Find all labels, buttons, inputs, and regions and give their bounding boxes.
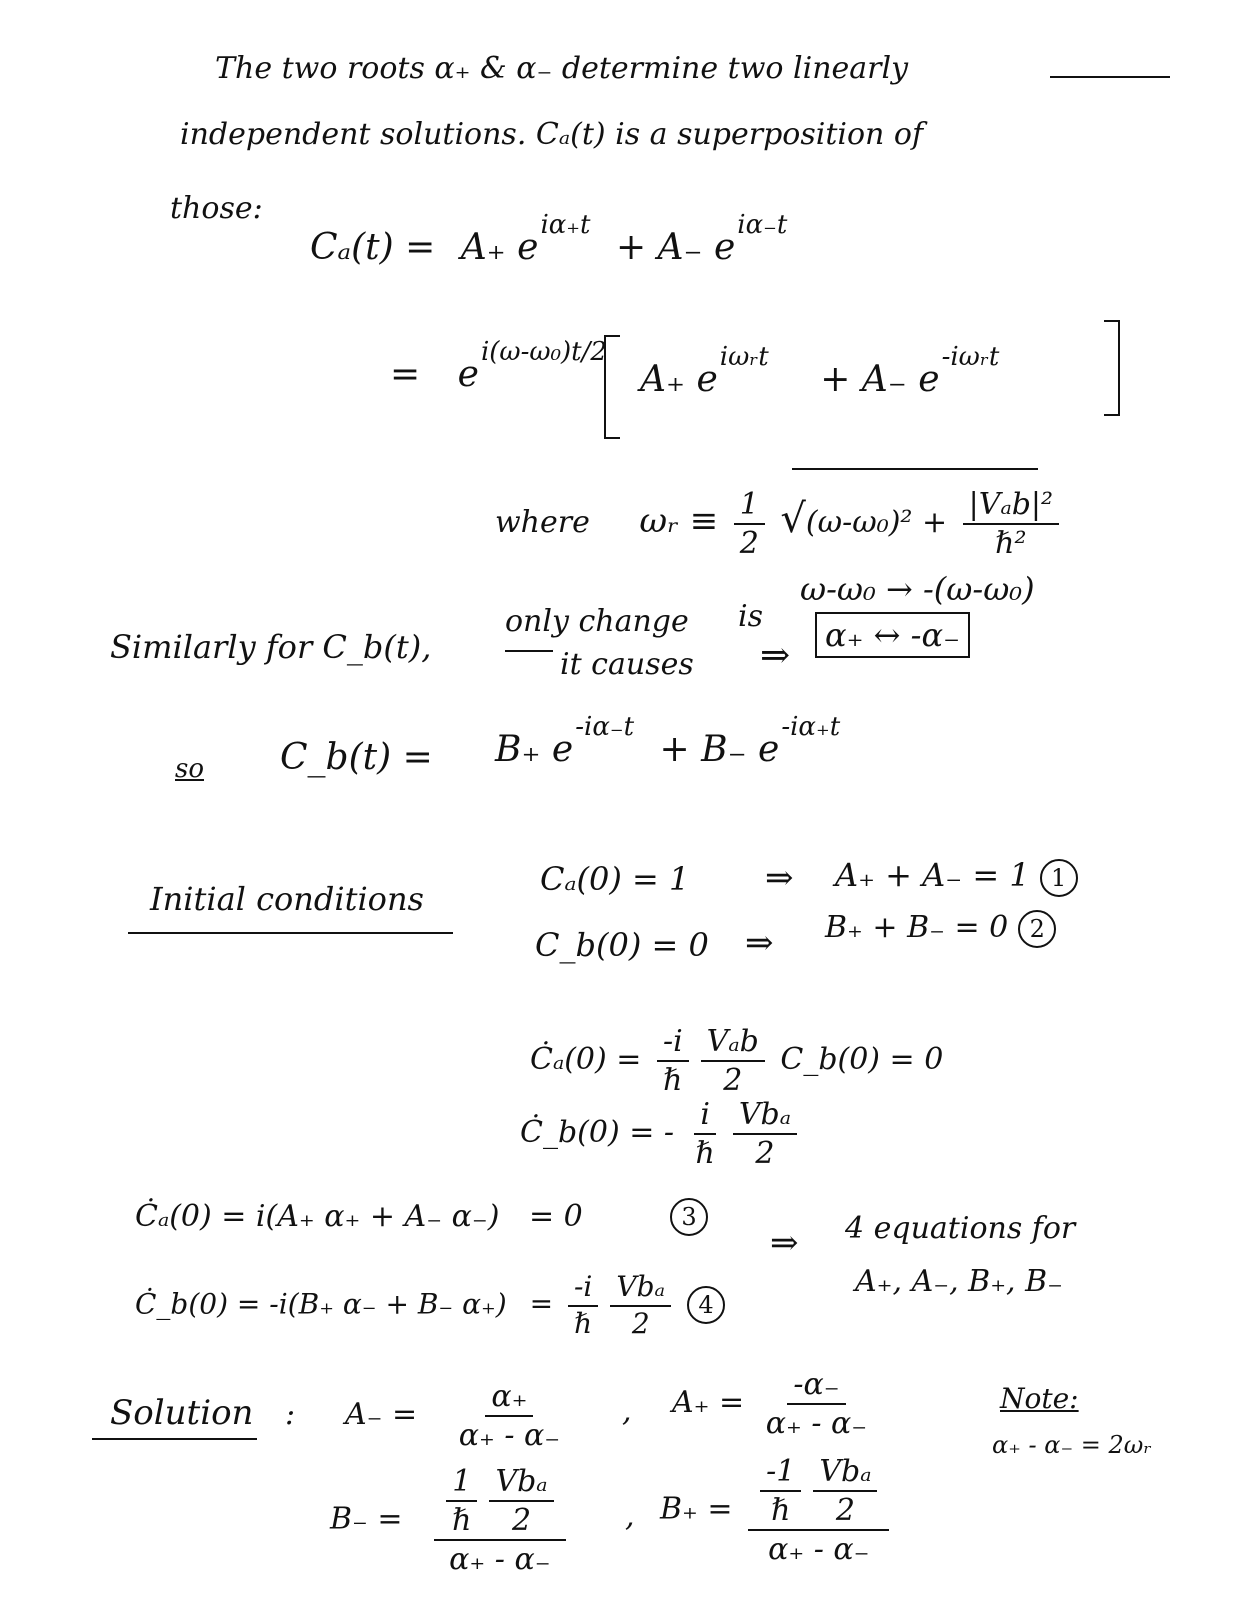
deriv1-num: -i <box>657 1025 689 1062</box>
eq-ca-lhs: Cₐ(t) = <box>310 227 436 268</box>
cb-term2: + B₋ e <box>659 729 780 770</box>
ap-den: α₊ - α₋ <box>765 1406 868 1441</box>
eq-number-4: 4 <box>687 1286 725 1324</box>
cb-exp2: -iα₊t <box>781 712 841 742</box>
deriv1-lhs: Ċₐ(0) = <box>530 1042 642 1077</box>
intro-underline <box>1050 76 1170 78</box>
deriv2-lhs: Ċ_b(0) = - <box>520 1115 674 1150</box>
rad-fraction <box>963 488 1059 560</box>
boxed-swap <box>815 618 970 653</box>
cond1-lhs: Cₐ(0) = 1 <box>540 860 690 898</box>
half-fraction <box>734 488 765 560</box>
cb-term1: B₊ e <box>495 729 574 770</box>
cb-lhs: C_b(t) = <box>280 737 433 778</box>
am-eq <box>345 1380 572 1452</box>
eq3-lhs: Ċₐ(0) = i(A₊ α₊ + A₋ α₋) <box>135 1199 500 1234</box>
deriv2-den2: 2 <box>755 1136 775 1171</box>
eq-ca-term2: + A₋ e <box>615 227 736 268</box>
am-den: α₊ - α₋ <box>458 1418 561 1453</box>
eq2-exp-pre-text: i(ω-ω₀)t <box>480 337 582 367</box>
eq2-exp2: -iωᵣt <box>941 342 1000 372</box>
causes-implies-icon: ⇒ <box>760 635 791 676</box>
deriv1-rhs: C_b(0) = 0 <box>780 1042 944 1077</box>
it-causes-text: it causes <box>560 647 694 682</box>
right-bracket <box>1104 320 1120 416</box>
initial-underline <box>128 932 453 934</box>
so-label: so <box>175 754 204 784</box>
cond2-lhs: C_b(0) = 0 <box>535 926 709 964</box>
solution-colon: : <box>285 1397 296 1432</box>
bm-num-frac1 <box>446 1465 477 1537</box>
half-den: 2 <box>739 526 759 561</box>
bm-lhs: B₋ = <box>330 1501 403 1537</box>
bp-eq <box>660 1455 895 1566</box>
bm-num <box>434 1465 565 1541</box>
solution-underline <box>92 1438 257 1440</box>
cond2-implies-icon: ⇒ <box>745 923 774 963</box>
deriv2-num: i <box>694 1098 716 1135</box>
where-label: where <box>495 505 590 540</box>
initial-conditions-label: Initial conditions <box>150 880 424 918</box>
eq-ca-exp1: iα₊t <box>540 210 591 240</box>
intro-line-1: The two roots α₊ & α₋ determine two linearly <box>215 51 909 86</box>
eq4 <box>135 1272 725 1340</box>
cond1-rhs-text: A₊ + A₋ = 1 <box>835 856 1030 894</box>
where-line <box>495 488 1065 560</box>
bm-eq <box>330 1465 572 1576</box>
eq4-lhs: Ċ_b(0) = -i(B₊ α₋ + B₋ α₊) <box>135 1287 507 1321</box>
bm-n2: Vbₐ <box>489 1465 553 1502</box>
bm-den: α₊ - α₋ <box>449 1542 551 1577</box>
sqrt-overline <box>792 468 1038 470</box>
eq4-frac1 <box>568 1272 598 1340</box>
bp-n2: Vbₐ <box>813 1455 877 1492</box>
eq3-number-wrap <box>660 1198 708 1236</box>
eq-number-1: 1 <box>1040 859 1078 897</box>
bp-num-frac2 <box>813 1455 877 1527</box>
am-comma: , <box>622 1394 632 1429</box>
ap-frac <box>760 1368 873 1440</box>
deriv2 <box>520 1098 803 1170</box>
bm-d1: ℏ <box>452 1503 472 1538</box>
only-underline <box>505 650 553 652</box>
eq4-frac2 <box>610 1272 671 1340</box>
eq2-equals: = <box>390 354 421 395</box>
only-change-text: only change <box>505 604 689 639</box>
bm-comma: , <box>625 1499 635 1534</box>
am-lhs: A₋ = <box>345 1397 418 1432</box>
eq2-term1: A₊ e <box>640 359 718 400</box>
deriv1 <box>530 1025 943 1097</box>
eq4-den1: ℏ <box>574 1306 593 1340</box>
half-num: 1 <box>734 488 765 525</box>
bp-num <box>748 1455 889 1531</box>
eq3-rhs: = 0 <box>528 1199 583 1234</box>
bp-n1: -1 <box>760 1455 801 1492</box>
deriv2-frac2 <box>733 1098 797 1170</box>
bp-num-frac1 <box>760 1455 801 1527</box>
deriv2-frac1 <box>690 1098 721 1170</box>
deriv1-frac1 <box>657 1025 689 1097</box>
intro-line-2: independent solutions. Cₐ(t) is a superposition of <box>180 117 924 152</box>
eq2-term2: + A₋ e <box>820 359 940 400</box>
cond2-rhs-text: B₊ + B₋ = 0 <box>825 910 1009 945</box>
eq-ca-term1: A₊ e <box>460 227 539 268</box>
deriv2-den: ℏ <box>695 1136 715 1171</box>
bp-d1: ℏ <box>771 1493 791 1528</box>
eq2-exp-pre: i(ω-ω₀)t/2 <box>480 337 607 367</box>
bp-den: α₊ - α₋ <box>768 1532 870 1567</box>
bm-frac <box>434 1465 565 1576</box>
boxed-swap-text: α₊ ↔ -α₋ <box>815 612 970 658</box>
note-label: Note: <box>1000 1382 1079 1415</box>
left-bracket <box>604 335 620 439</box>
is-text: is <box>738 599 763 634</box>
solution-label: Solution <box>110 1393 254 1433</box>
rad-num: |Vₐb|² <box>963 488 1059 525</box>
bm-d2: 2 <box>511 1503 532 1538</box>
deriv1-frac2 <box>701 1025 765 1097</box>
rad-den: ℏ² <box>995 526 1027 561</box>
similarly-text: Similarly for C_b(t), <box>110 628 432 666</box>
note-eq: α₊ - α₋ = 2ωᵣ <box>992 1431 1152 1459</box>
cond1-implies-icon: ⇒ <box>765 858 794 898</box>
eq2-e: e <box>457 354 479 395</box>
four-implies-icon: ⇒ <box>770 1223 799 1263</box>
four-equations-line2: A₊, A₋, B₊, B₋ <box>855 1264 1063 1299</box>
eq-number-3: 3 <box>670 1198 708 1236</box>
bp-d2: 2 <box>835 1493 855 1528</box>
eq4-eq: = <box>529 1287 554 1321</box>
eq4-num2: Vbₐ <box>610 1272 671 1307</box>
eq2-exp-den: 2 <box>590 337 607 367</box>
eq-number-2: 2 <box>1018 910 1056 948</box>
eq-ca-exp2: iα₋t <box>737 210 788 240</box>
bm-n1: 1 <box>446 1465 477 1502</box>
bp-frac <box>748 1455 889 1566</box>
cond1-rhs <box>835 858 1078 897</box>
deriv1-den2: 2 <box>723 1063 743 1098</box>
bp-lhs: B₊ = <box>660 1491 733 1527</box>
am-num: α₊ <box>485 1380 533 1417</box>
wr-lhs: ωᵣ ≡ <box>639 501 719 541</box>
bm-num-frac2 <box>489 1465 553 1537</box>
cond2-rhs <box>825 910 1056 948</box>
ap-lhs: A₊ = <box>672 1385 745 1420</box>
am-frac <box>453 1380 566 1452</box>
rad-part1: (ω-ω₀)² + <box>805 505 948 540</box>
intro-line-3: those: <box>170 191 263 226</box>
ap-num: -α₋ <box>787 1368 845 1405</box>
eq4-num1: -i <box>568 1272 598 1307</box>
eq3 <box>135 1200 583 1233</box>
eq4-den2: 2 <box>631 1306 650 1340</box>
deriv1-den: ℏ <box>663 1063 683 1098</box>
eq2-exp1: iωᵣt <box>719 342 769 372</box>
four-equations-line1: 4 equations for <box>845 1211 1076 1246</box>
sqrt-icon: √ <box>780 496 806 542</box>
cb-exp1: -iα₋t <box>575 712 635 742</box>
ap-eq <box>672 1368 879 1440</box>
deriv1-num2: Vₐb <box>701 1025 765 1062</box>
deriv2-num2: Vbₐ <box>733 1098 797 1135</box>
change-expr: ω-ω₀ → -(ω-ω₀) <box>800 570 1035 608</box>
